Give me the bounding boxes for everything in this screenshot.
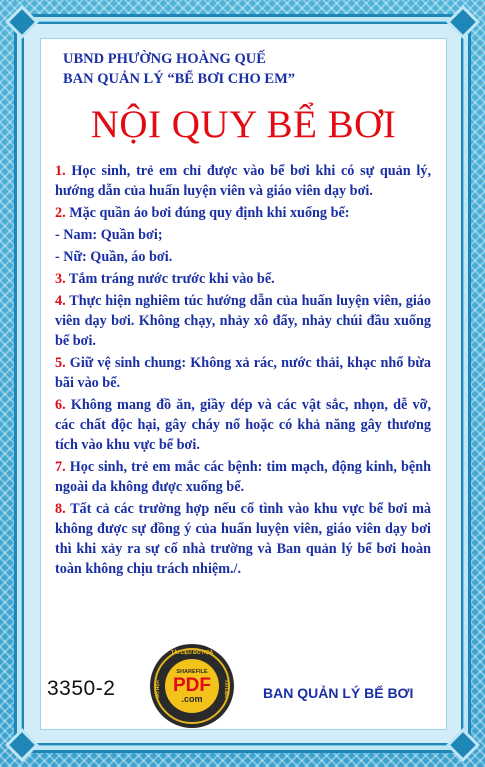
rule-text: Mặc quần áo bơi đúng quy định khi xuống bể: (65, 205, 350, 221)
rule-number: 5. (55, 355, 66, 371)
rule-item (55, 457, 431, 497)
badge-label-3: .com (181, 694, 203, 704)
org-line-2: BAN QUẢN LÝ “BỂ BƠI CHO EM” (63, 71, 296, 87)
rule-number: 6. (55, 397, 66, 413)
rules-list (55, 161, 431, 581)
rule-text: - Nữ: Quần, áo bơi. (55, 249, 173, 265)
rule-number: 3. (55, 271, 66, 287)
badge-top-text: TÀI LIỆU ĐỒ HỌA (170, 650, 214, 656)
sharefile-pdf-watermark (149, 643, 235, 729)
signoff-text: BAN QUẢN LÝ BỂ BƠI (263, 685, 414, 701)
organization-header (63, 49, 443, 89)
rule-item (55, 291, 431, 351)
rule-item (55, 203, 431, 223)
rule-text: Tắm tráng nước trước khi vào bể. (65, 271, 275, 287)
rule-text: Học sinh, trẻ em chỉ được vào bể bơi khi có sự quản lý, hướng dẫn của huấn luyện viên và giáo viên dạy bơi. (55, 163, 431, 199)
rule-item (55, 499, 431, 579)
rule-text: Không mang đồ ăn, giầy dép và các vật sắc, nhọn, dễ vỡ, các chất độc hại, gây cháy nổ hoặc có khả năng gây thương tích vào khu vực bể bơi. (55, 397, 431, 453)
rule-number: 8. (55, 501, 66, 517)
rule-item (55, 269, 431, 289)
rule-text: Thực hiện nghiêm túc hướng dẫn của huấn luyện viên, giáo viên dạy bơi. Không chạy, nhảy xô đẩy, nhảy chúi đầu xuống bể bơi. (55, 293, 431, 349)
rule-number: 7. (55, 459, 66, 475)
rule-text: Học sinh, trẻ em mắc các bệnh: tim mạch, động kinh, bệnh ngoài da không được xuống bể. (55, 459, 431, 495)
badge-left-text: ĐỒ HỌA (155, 680, 160, 698)
badge-right-text: TÀI LIỆU (224, 679, 229, 699)
rule-number: 4. (55, 293, 66, 309)
rule-subitem (55, 225, 431, 245)
content-panel (40, 38, 447, 730)
rule-item (55, 353, 431, 393)
rule-item (55, 161, 431, 201)
rule-subitem (55, 247, 431, 267)
org-line-1: UBND PHƯỜNG HOÀNG QUẾ (63, 51, 266, 67)
badge-label-2: PDF (173, 675, 211, 696)
rule-number: 1. (55, 163, 66, 179)
rule-text: Giữ vệ sinh chung: Không xả rác, nước thải, khạc nhổ bừa bãi vào bể. (55, 355, 431, 391)
badge-label-1: SHAREFILE (176, 669, 208, 675)
rule-text: - Nam: Quần bơi; (55, 227, 163, 243)
rule-item (55, 395, 431, 455)
page-title: NỘI QUY BỂ BƠI (90, 103, 397, 146)
rule-number: 2. (55, 205, 66, 221)
document-code: 3350-2 (47, 677, 116, 700)
rule-text: Tất cả các trường hợp nếu cố tình vào khu vực bể bơi mà không được sự đồng ý của huấn luyện viên, giáo viên dạy bơi thì khi xảy ra sự cố nhà trường và Ban quản lý bể bơi hoàn toàn không chịu trách nhiệm./. (55, 501, 431, 577)
